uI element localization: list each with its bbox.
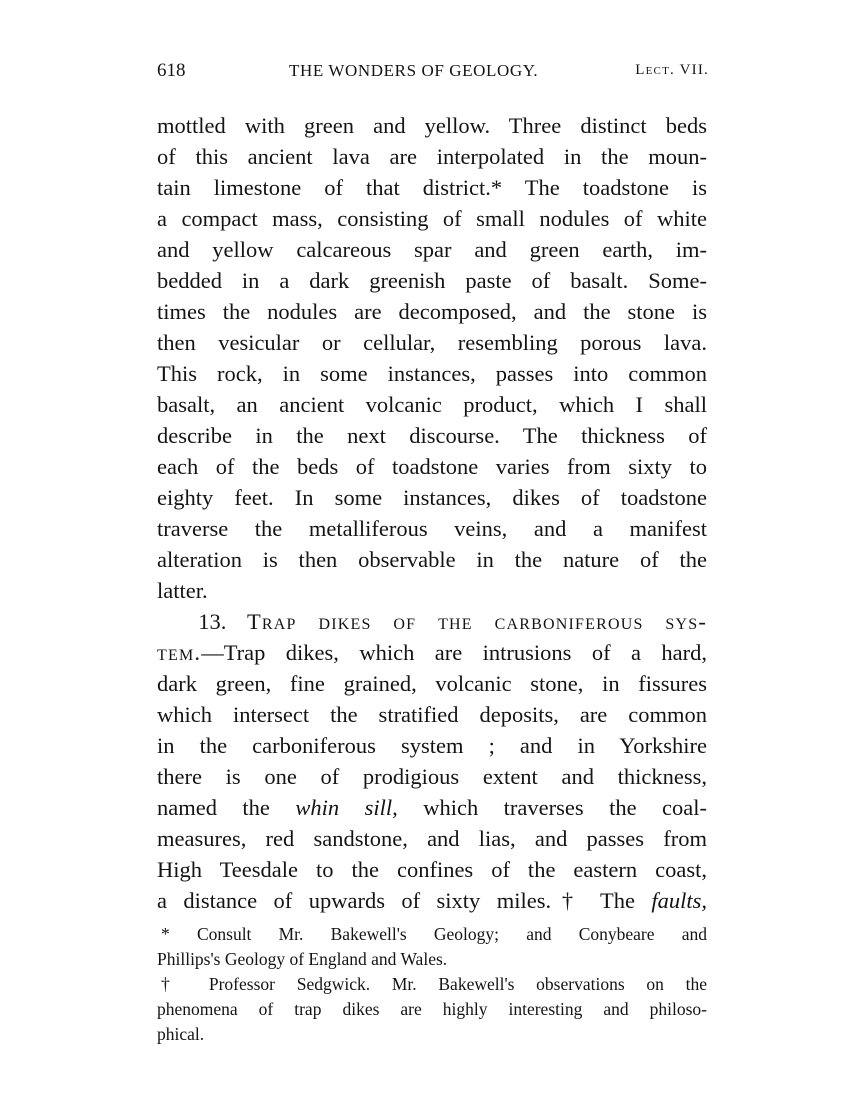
text-line	[157, 637, 707, 668]
lecture-label: Lect. VII.	[635, 62, 709, 78]
footnote-line: Phillips's Geology of England and Wales.	[157, 949, 448, 969]
text-line: which intersect the stratified deposits, are common	[157, 702, 707, 727]
text-line: a compact mass, consisting of small nodules of white	[157, 206, 707, 231]
text-line: basalt, an ancient volcanic product, which I shall	[157, 392, 707, 417]
section-number: 13.	[198, 609, 227, 634]
text-line: bedded in a dark greenish paste of basalt. Some-	[157, 268, 707, 293]
text-line	[157, 792, 707, 823]
text-line: each of the beds of toadstone varies from sixty to	[157, 454, 707, 479]
footnotes	[157, 922, 707, 1047]
running-head	[157, 60, 709, 90]
text-line: mottled with green and yellow. Three distinct beds	[157, 113, 707, 138]
italic-term: whin sill,	[295, 795, 398, 820]
text-line: then vesicular or cellular, resembling porous lava.	[157, 330, 707, 355]
text-fragment: —Trap dikes, which are intrusions of a hard,	[201, 640, 707, 665]
text-line: describe in the next discourse. The thickness of	[157, 423, 707, 448]
footnote-line: * Consult Mr. Bakewell's Geology; and Conybeare and	[161, 924, 707, 944]
section-heading-line	[157, 606, 707, 637]
text-line: This rock, in some instances, passes into common	[157, 361, 707, 386]
running-title: THE WONDERS OF GEOLOGY.	[289, 61, 539, 80]
text-line: High Teesdale to the confines of the eastern coast,	[157, 857, 707, 882]
text-line: tain limestone of that district.* The toadstone is	[157, 175, 707, 200]
text-fragment: which traverses the coal-	[397, 795, 707, 820]
section-heading: Trap dikes of the carboniferous sys-	[246, 609, 708, 634]
page-number: 618	[157, 60, 186, 81]
footnote-line: phenomena of trap dikes are highly interesting and philoso-	[157, 999, 707, 1019]
text-line: measures, red sandstone, and lias, and passes from	[157, 826, 707, 851]
footnote-line: † Professor Sedgwick. Mr. Bakewell's observations on the	[161, 974, 707, 994]
text-line: times the nodules are decomposed, and the stone is	[157, 299, 707, 324]
text-line: of this ancient lava are interpolated in the moun-	[157, 144, 707, 169]
text-line: there is one of prodigious extent and thickness,	[157, 764, 707, 789]
section-heading-continued: tem.	[157, 640, 202, 665]
text-line: latter.	[157, 578, 208, 603]
text-line: alteration is then observable in the nature of the	[157, 547, 707, 572]
text-line: and yellow calcareous spar and green earth, im-	[157, 237, 707, 262]
text-line	[157, 885, 707, 916]
text-line: in the carboniferous system ; and in Yorkshire	[157, 733, 707, 758]
text-line: traverse the metalliferous veins, and a manifest	[157, 516, 707, 541]
footnote-line: phical.	[157, 1024, 205, 1044]
italic-term: faults,	[651, 888, 707, 913]
text-line: eighty feet. In some instances, dikes of toadstone	[157, 485, 707, 510]
text-fragment: a distance of upwards of sixty miles.† The	[157, 888, 652, 913]
text-line: dark green, fine grained, volcanic stone, in fissures	[157, 671, 707, 696]
text-fragment: named the	[157, 795, 296, 820]
body-text	[157, 110, 707, 916]
